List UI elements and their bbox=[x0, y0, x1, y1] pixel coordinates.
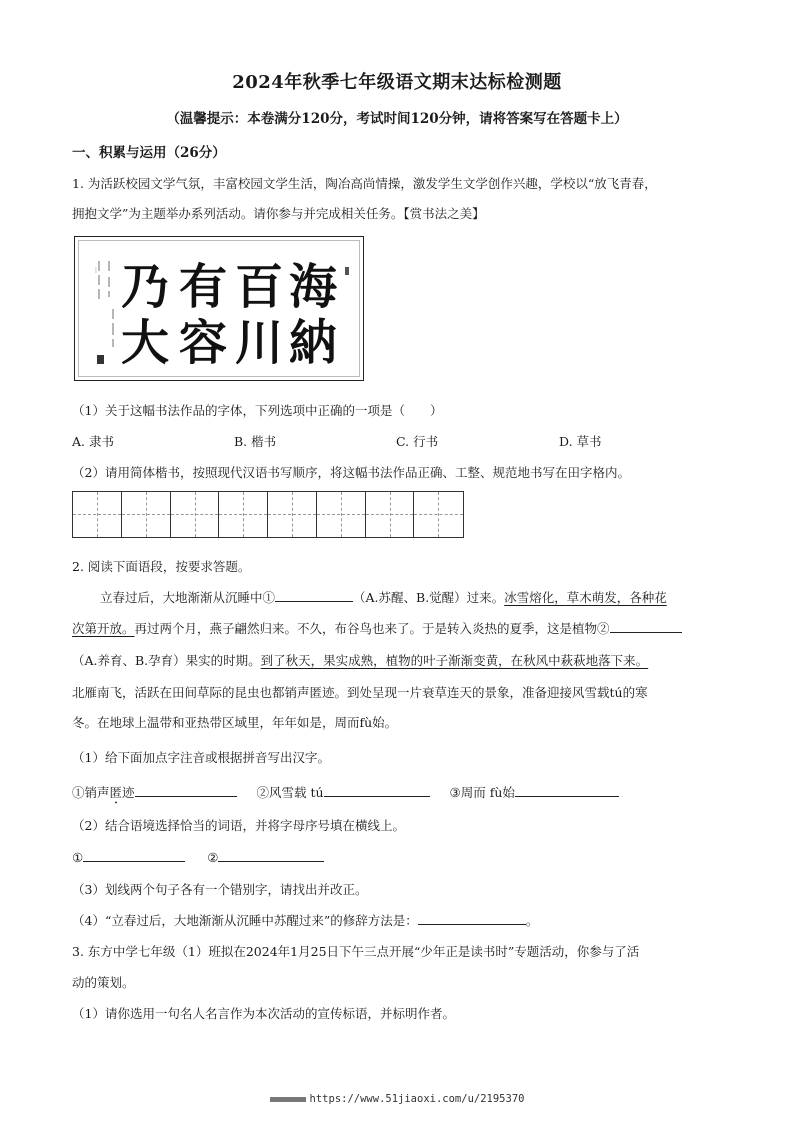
calligraphy-char: 有 bbox=[179, 259, 228, 315]
blank-2[interactable] bbox=[610, 619, 682, 633]
answer-blank[interactable] bbox=[135, 783, 237, 797]
q2-sub1: （1）给下面加点字注音或根据拼音写出汉字。 bbox=[72, 750, 330, 765]
option-a[interactable]: A. 隶书 bbox=[72, 434, 114, 449]
tianzige-cell[interactable] bbox=[317, 492, 366, 537]
answer-blank[interactable] bbox=[218, 848, 324, 862]
calligraphy-char: 川 bbox=[235, 315, 284, 371]
q1-stem-line2: 拥抱文学”为主题举办系列活动。请你参与并完成相关任务。【赏书法之美】 bbox=[72, 206, 485, 221]
answer-blank[interactable] bbox=[418, 911, 526, 925]
passage-line: （A.养育、B.孕育）果实的时期。到了秋天，果实成熟，植物的叶子渐渐变黄，在秋风中萩萩地落下来。 bbox=[72, 653, 649, 668]
calligraphy-char: 海 bbox=[289, 259, 338, 315]
blank-1[interactable] bbox=[275, 588, 353, 602]
option-d[interactable]: D. 草书 bbox=[559, 434, 602, 449]
q3-stem-line1: 3. 东方中学七年级（1）班拟在2024年1月25日下午三点开展“少年正是读书时”专题活动，你参与了活 bbox=[72, 944, 640, 959]
calligraphy-char: 納 bbox=[289, 315, 338, 371]
passage-line: 立春过后，大地渐渐从沉睡中① （A.苏醒、B.觉醒）过来。冰雪熔化，草木萌发，各种花 bbox=[100, 590, 667, 605]
q3-stem-line2: 动的策划。 bbox=[72, 975, 135, 990]
calligraphy-char: 大 bbox=[121, 315, 170, 371]
passage-line: 北雁南飞，活跃在田间草际的昆虫也都销声匿迹。到处呈现一片衰草连天的景象，准备迎接风雪载tú的寒 bbox=[72, 685, 648, 700]
q2-sub1-items: ①销声匿迹 ②风雪载 tú ③周而 fù始 bbox=[72, 783, 619, 807]
q2-sub2: （2）结合语境选择恰当的词语，并将字母序号填在横线上。 bbox=[72, 818, 405, 833]
option-b[interactable]: B. 楷书 bbox=[234, 434, 277, 449]
tianzige-cell[interactable] bbox=[268, 492, 317, 537]
calligraphy-artwork bbox=[74, 236, 364, 381]
answer-blank[interactable] bbox=[324, 783, 430, 797]
q2-stem: 2. 阅读下面语段，按要求答题。 bbox=[72, 559, 251, 574]
svg-text:…: … bbox=[93, 267, 101, 273]
q1-sub1: （1）关于这幅书法作品的字体，下列选项中正确的一项是（ ） bbox=[72, 403, 443, 418]
q1-sub2: （2）请用简体楷书，按照现代汉语书写顺序，将这幅书法作品正确、工整、规范地书写在田字格内。 bbox=[72, 465, 630, 480]
tianzige-cell[interactable] bbox=[73, 492, 122, 537]
tianzige-cell[interactable] bbox=[122, 492, 171, 537]
q2-sub4: （4）“立春过后，大地渐渐从沉睡中苏醒过来”的修辞方法是： 。 bbox=[72, 913, 539, 928]
tianzige-cell[interactable] bbox=[219, 492, 268, 537]
q1-stem-line1: 1. 为活跃校园文学气氛，丰富校园文学生活，陶冶高尚情操，激发学生文学创作兴趣，学校以“放飞青春， bbox=[72, 176, 657, 191]
tianzige-cell[interactable] bbox=[414, 492, 463, 537]
q1-options bbox=[72, 432, 722, 450]
calligraphy-char: 百 bbox=[235, 259, 284, 315]
calligraphy-char: 容 bbox=[179, 315, 228, 371]
q3-sub1: （1）请你选用一句名人名言作为本次活动的宣传标语，并标明作者。 bbox=[72, 1006, 455, 1021]
tianzige-cell[interactable] bbox=[171, 492, 220, 537]
page-title: 2024年秋季七年级语文期末达标检测题 bbox=[232, 72, 562, 93]
calligraphy-char: 乃 bbox=[121, 259, 170, 315]
q2-sub3: （3）划线两个句子各有一个错别字，请找出并改正。 bbox=[72, 882, 368, 897]
exam-notice: （温馨提示：本卷满分120分，考试时间120分钟，请将答案写在答题卡上） bbox=[166, 111, 628, 127]
option-c[interactable]: C. 行书 bbox=[396, 434, 439, 449]
calligraphy-image bbox=[75, 237, 365, 382]
tianzige-grid[interactable] bbox=[72, 491, 464, 538]
section-heading: 一、积累与运用（26分） bbox=[72, 145, 226, 161]
passage-line: 冬。在地球上温带和亚热带区域里，年年如是，周而fù始。 bbox=[72, 715, 398, 730]
footer-logo-icon bbox=[270, 1097, 306, 1102]
answer-blank[interactable] bbox=[515, 783, 619, 797]
answer-blank[interactable] bbox=[83, 848, 185, 862]
tianzige-cell[interactable] bbox=[366, 492, 415, 537]
footer-url[interactable]: https://www.51jiaoxi.com/u/2195370 bbox=[0, 1093, 794, 1105]
q2-sub2-items: ① ② bbox=[72, 848, 324, 865]
passage-line: 次第开放。再过两个月，燕子翩然归来。不久，布谷鸟也来了。于是转入炎热的夏季，这是植物② bbox=[72, 619, 722, 637]
